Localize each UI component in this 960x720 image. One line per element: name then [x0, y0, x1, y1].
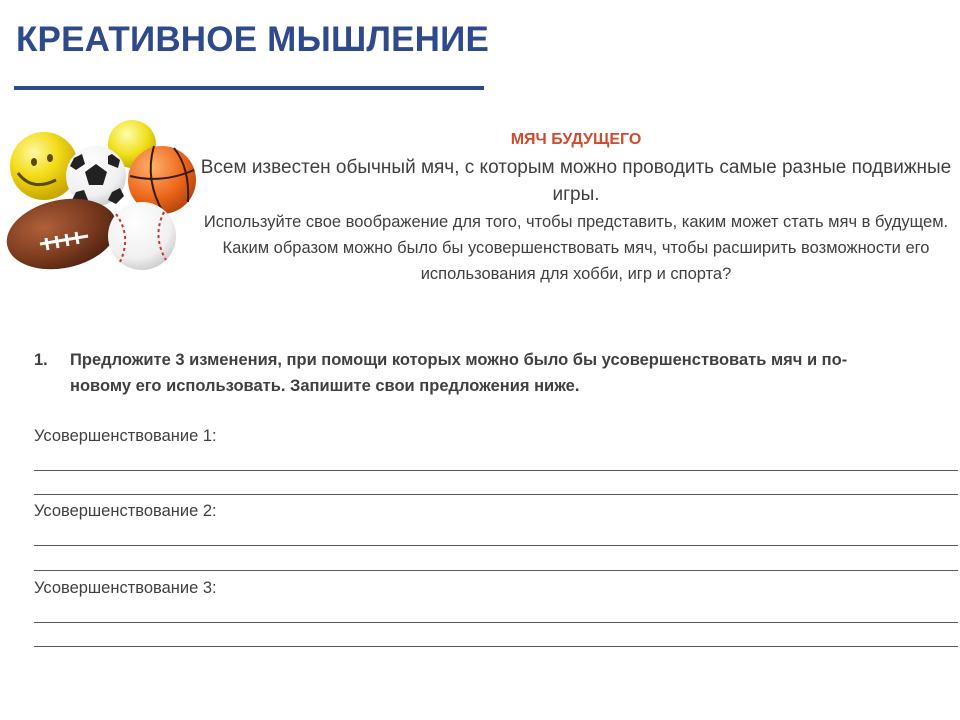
answer-line[interactable] [34, 646, 958, 647]
intro-block [196, 130, 956, 287]
task-number: 1. [34, 351, 48, 369]
intro-body: Используйте свое воображение для того, чтобы представить, каким может стать мяч в будущем. Каким образом можно было бы усовершенствовать мяч, чтобы расширить возможности его использования для хобби, игр и спорта? [203, 213, 949, 283]
answer-line[interactable] [34, 545, 958, 546]
sports-balls-icon [4, 118, 204, 278]
answer-line[interactable] [34, 494, 958, 495]
answer-label-3: Усовершенствование 3: [34, 579, 217, 597]
answer-label-2: Усовершенствование 2: [34, 502, 217, 520]
intro-lead: Всем известен обычный мяч, с которым можно проводить самые разные подвижные игры. [200, 157, 952, 205]
task-block [34, 347, 934, 399]
answer-line[interactable] [34, 622, 958, 623]
page-title: КРЕАТИВНОЕ МЫШЛЕНИЕ [16, 20, 490, 59]
title-underline [14, 86, 484, 90]
task-text: Предложите 3 изменения, при помощи которых можно было бы усовершенствовать мяч и по-новому его использовать. Запишите свои предложения ниже. [70, 351, 848, 395]
answer-line[interactable] [34, 470, 958, 471]
answer-line[interactable] [34, 570, 958, 571]
intro-heading: МЯЧ БУДУЩЕГО [510, 131, 642, 148]
answer-label-1: Усовершенствование 1: [34, 427, 217, 445]
